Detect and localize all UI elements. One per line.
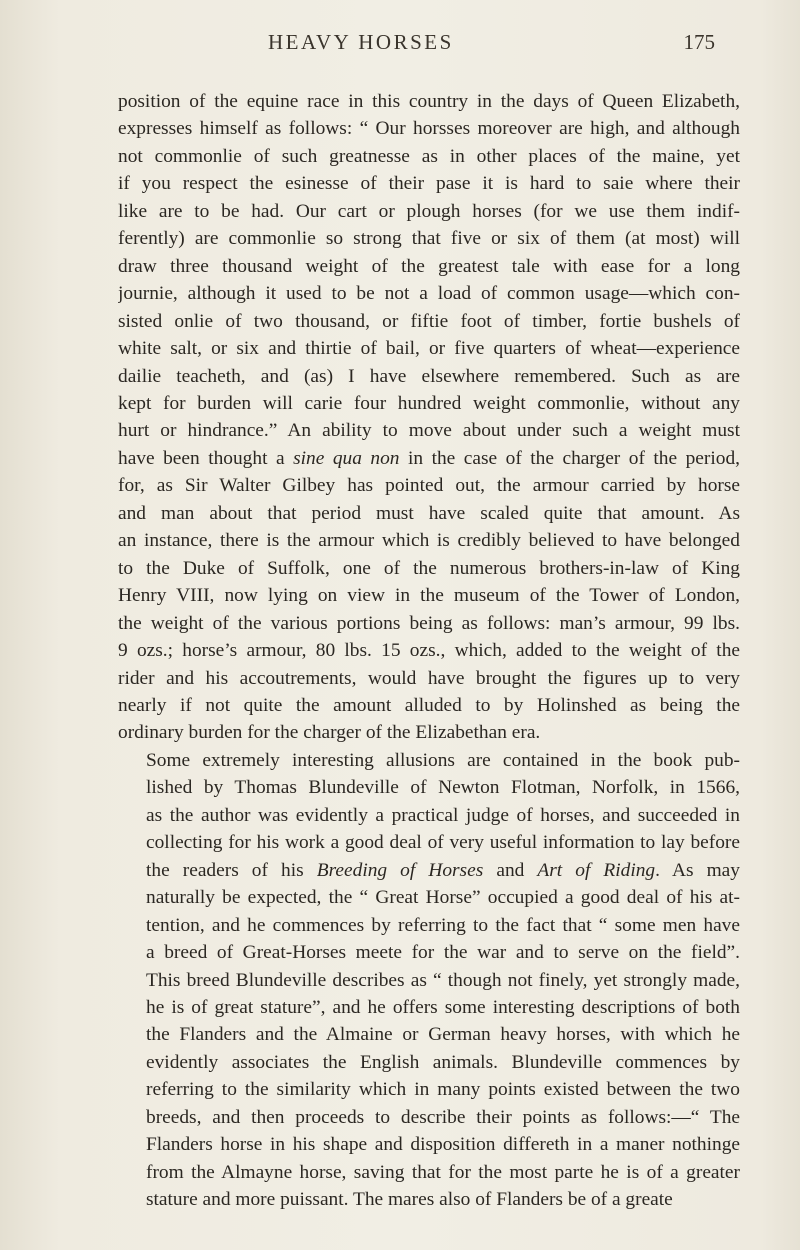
text-line: expresses himself as follows: “ Our horsses moreover are high, and although: [118, 118, 740, 140]
text-line: ferently) are commonlie so strong that five or six of them (at most) will: [118, 228, 740, 250]
text-line: position of the equine race in this country in the days of Queen Elizabeth,: [118, 91, 740, 112]
text-line: the weight of the various portions being as follows: man’s armour, 99 lbs.: [118, 612, 740, 634]
text-line: white salt, or six and thirtie of bail, or five quarters of wheat—experience: [118, 338, 740, 360]
running-title: HEAVY HORSES: [268, 30, 454, 54]
text-line: he is of great stature”, and he offers some interesting descriptions of both: [146, 996, 740, 1018]
text-line: the Flanders and the Almaine or German heavy horses, with which he: [146, 1024, 740, 1046]
text-line: Flanders horse in his shape and disposition differeth in a maner nothinge: [146, 1134, 740, 1156]
text-line: sisted onlie of two thousand, or fiftie foot of timber, fortie bushels of: [118, 310, 740, 332]
text-line: ordinary burden for the charger of the Elizabethan era.: [118, 722, 541, 744]
text-line: from the Almayne horse, saving that for the most parte he is of a greater: [146, 1161, 740, 1183]
text-line: dailie teacheth, and (as) I have elsewhere remembered. Such as are: [118, 365, 740, 387]
text-line: journie, although it used to be not a load of common usage—which con-: [118, 283, 740, 305]
body-text: [118, 88, 740, 1214]
text-line: draw three thousand weight of the greatest tale with ease for a long: [118, 255, 740, 277]
paragraph-1: [118, 88, 740, 747]
text-line: for, as Sir Walter Gilbey has pointed out, the armour carried by horse: [118, 475, 740, 497]
text-line: have been thought a sine qua non in the case of the charger of the period,: [118, 447, 740, 469]
text-line: to the Duke of Suffolk, one of the numerous brothers-in-law of King: [118, 557, 740, 579]
text-line: evidently associates the English animals. Blundeville commences by: [146, 1051, 740, 1073]
text-line: Henry VIII, now lying on view in the museum of the Tower of London,: [118, 585, 740, 607]
text-line: 9 ozs.; horse’s armour, 80 lbs. 15 ozs., which, added to the weight of the: [118, 640, 740, 662]
page-number: 175: [683, 30, 715, 54]
text-line: Some extremely interesting allusions are contained in the book pub-: [146, 749, 740, 771]
text-line: naturally be expected, the “ Great Horse” occupied a good deal of his at-: [146, 887, 740, 909]
paragraph-2: [118, 747, 740, 1214]
text-line: lished by Thomas Blundeville of Newton Flotman, Norfolk, in 1566,: [146, 777, 740, 799]
text-line: referring to the similarity which in many points existed between the two: [146, 1079, 740, 1101]
text-line: like are to be had. Our cart or plough horses (for we use them indif-: [118, 200, 740, 222]
text-line: This breed Blundeville describes as “ though not finely, yet strongly made,: [146, 969, 740, 991]
text-line: an instance, there is the armour which is credibly believed to have belonged: [118, 530, 740, 552]
text-line: if you respect the esinesse of their pase it is hard to saie where their: [118, 173, 740, 195]
text-line: breeds, and then proceeds to describe their points as follows:—“ The: [146, 1106, 740, 1128]
running-head: [118, 30, 715, 60]
text-line: and man about that period must have scaled quite that amount. As: [118, 502, 740, 524]
text-line: a breed of Great-Horses meete for the war and to serve on the field”.: [146, 942, 740, 964]
text-line: not commonlie of such greatnesse as in other places of the maine, yet: [118, 145, 740, 167]
text-line: hurt or hindrance.” An ability to move about under such a weight must: [118, 420, 740, 442]
text-line: stature and more puissant. The mares also of Flanders be of a greate: [146, 1189, 673, 1211]
text-line: collecting for his work a good deal of very useful information to lay before: [146, 832, 740, 854]
text-line: kept for burden will carie four hundred weight commonlie, without any: [118, 392, 740, 414]
text-line: rider and his accoutrements, would have brought the figures up to very: [118, 667, 740, 689]
text-line: tention, and he commences by referring to the fact that “ some men have: [146, 914, 740, 936]
text-line: the readers of his Breeding of Horses and Art of Riding. As may: [146, 859, 740, 881]
text-line: nearly if not quite the amount alluded to by Holinshed as being the: [118, 694, 740, 716]
text-line: as the author was evidently a practical judge of horses, and succeeded in: [146, 804, 740, 826]
